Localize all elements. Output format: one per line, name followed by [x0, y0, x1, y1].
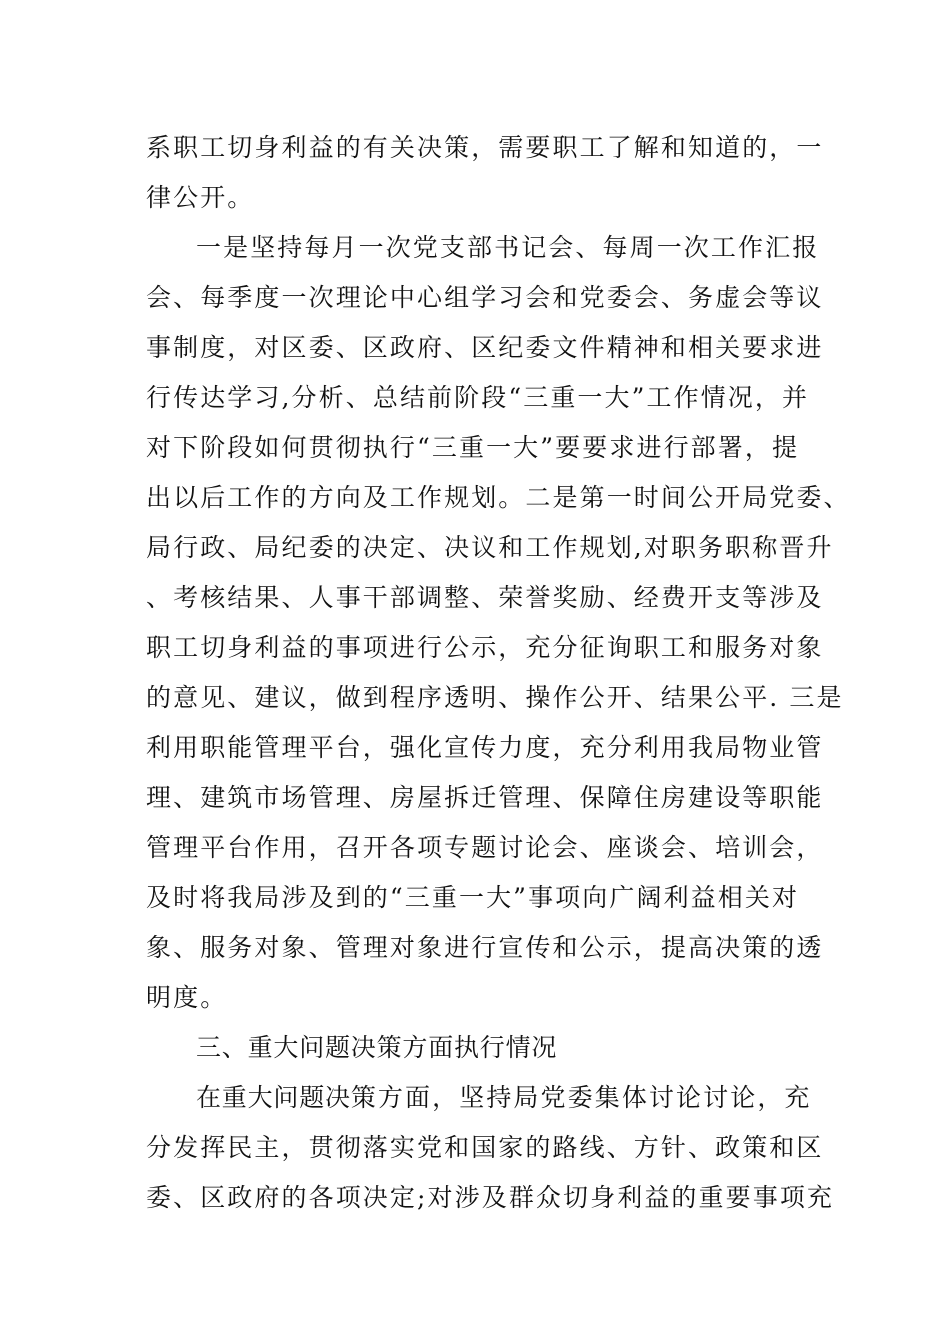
- body-text-line: 事制度，对区委、区政府、区纪委文件精神和相关要求进: [146, 333, 824, 362]
- body-text-line: 象、服务对象、管理对象进行宣传和公示，提高决策的透: [146, 933, 824, 962]
- body-text-line: 及时将我局涉及到的“三重一大”事项向广阔利益相关对: [146, 883, 800, 912]
- body-text-line: 出以后工作的方向及工作规划。二是第一时间公开局党委、: [146, 483, 851, 512]
- body-text-line: 职工切身利益的事项进行公示，充分征询职工和服务对象: [146, 633, 824, 662]
- body-text-line: 局行政、局纪委的决定、决议和工作规划,对职务职称晋升: [146, 533, 834, 562]
- body-text-line: 委、区政府的各项决定;对涉及群众切身利益的重要事项充: [146, 1183, 835, 1212]
- body-text-line: 利用职能管理平台，强化宣传力度，充分利用我局物业管: [146, 733, 824, 762]
- body-text-line: 律公开。: [146, 183, 255, 212]
- body-text-line: 对下阶段如何贯彻执行“三重一大”要要求进行部署，提: [146, 433, 800, 462]
- body-text-line: 理、建筑市场管理、房屋拆迁管理、保障住房建设等职能: [146, 783, 824, 812]
- body-text-line: 分发挥民主，贯彻落实党和国家的路线、方针、政策和区: [146, 1133, 824, 1162]
- body-text-line: 会、每季度一次理论中心组学习会和党委会、务虚会等议: [146, 283, 824, 312]
- body-text-line: 行传达学习,分析、总结前阶段“三重一大”工作情况，并: [146, 383, 810, 412]
- body-text-line: 的意见、建议，做到程序透明、操作公开、结果公平. 三是: [146, 683, 844, 712]
- body-text-line: 明度。: [146, 983, 228, 1012]
- body-text-line: 管理平台作用，召开各项专题讨论会、座谈会、培训会，: [146, 833, 824, 862]
- section-first-line-rest: 策方面，坚持局党委集体讨论讨论，充: [350, 1083, 812, 1112]
- body-text-line: 系职工切身利益的有关决策，需要职工了解和知道的，一: [146, 133, 824, 162]
- section-heading: 三、重大问题决策方面执行情况: [196, 1033, 558, 1062]
- section-lead-text: 在重大问题决: [196, 1083, 351, 1112]
- section-first-line: [196, 1082, 866, 1114]
- body-text-line: 、考核结果、人事干部调整、荣誉奖励、经费开支等涉及: [146, 583, 824, 612]
- body-text-line: 一是坚持每月一次党支部书记会、每周一次工作汇报: [196, 233, 820, 262]
